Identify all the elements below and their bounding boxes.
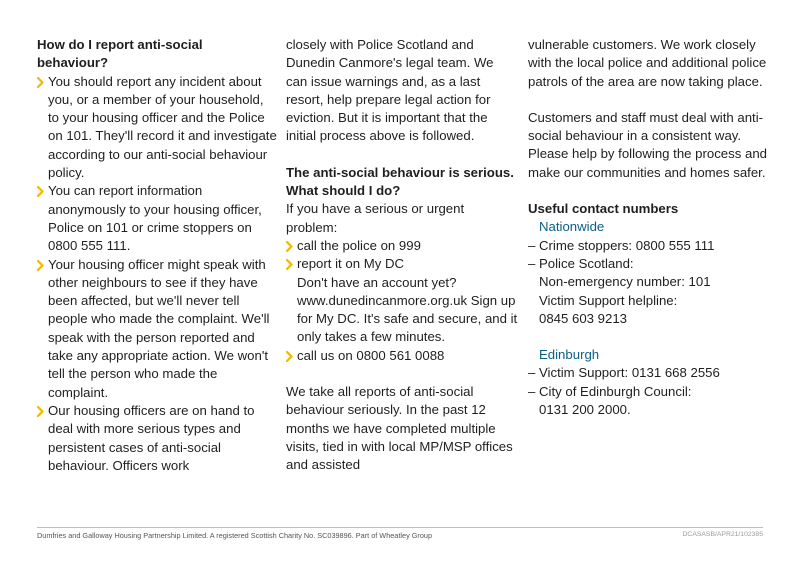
contact-line: Crime stoppers: 0800 555 111	[539, 237, 715, 253]
footer-text: Dumfries and Galloway Housing Partnership Limited. A registered Scottish Charity No. SC039896. Part of Wheatley Group	[37, 531, 433, 540]
paragraph-continued: vulnerable customers. We work closely with the local police and additional police patrols of the area are now taking place.	[528, 37, 767, 89]
contact-line: Victim Support helpline:	[539, 292, 678, 308]
dash-marker: –	[528, 237, 536, 253]
column-1	[37, 36, 277, 475]
list-item	[528, 383, 772, 420]
column-3	[528, 36, 772, 419]
contact-line: City of Edinburgh Council:	[539, 383, 692, 399]
heading-contacts: Useful contact numbers	[528, 201, 679, 217]
chevron-right-icon	[37, 77, 44, 88]
chevron-right-icon	[37, 406, 44, 417]
contact-line: Victim Support: 0131 668 2556	[539, 365, 720, 381]
intro-text: If you have a serious or urgent problem:	[286, 201, 465, 235]
chevron-right-icon	[286, 351, 293, 362]
paragraph-consistency: Customers and staff must deal with anti-social behaviour in a consistent way. Please help by following the process and make our communities and homes safer.	[528, 109, 767, 180]
contact-line: Police Scotland:	[539, 255, 634, 271]
heading-how-to-report: How do I report anti-social behaviour?	[37, 37, 203, 71]
bullet-text: You should report any incident about you, or a member of your household, to your housing officer and the Police on 101. They'll record it and investigate according to our anti-social behaviour policy.	[48, 73, 277, 181]
list-item	[37, 73, 277, 183]
dash-marker: –	[528, 383, 536, 399]
bullet-text: call the police on 999	[297, 237, 421, 253]
list-item	[37, 256, 277, 402]
contact-line: 0845 603 9213	[539, 310, 628, 326]
subheading-edinburgh: Edinburgh	[539, 347, 600, 363]
bullet-text: You can report information anonymously to your housing officer, Police on 101 or crime stoppers on 0800 555 111.	[48, 183, 262, 254]
dash-marker: –	[528, 365, 536, 381]
contact-line: Non-emergency number: 101	[539, 274, 711, 290]
chevron-right-icon	[286, 241, 293, 252]
subheading-nationwide: Nationwide	[539, 219, 605, 235]
mydc-detail: Don't have an account yet? www.dunedincanmore.org.uk Sign up for My DC. It's safe and secure, and it only takes a few minutes.	[297, 274, 518, 345]
bullet-text: Your housing officer might speak with other neighbours to see if they have been affected, but we'll never tell people who made the complaint. We'll speak with the person reported and take any appropriate action. We won't tell the person who made the complaint.	[48, 256, 270, 400]
heading-serious: The anti-social behaviour is serious. What should I do?	[286, 164, 514, 199]
list-item	[37, 182, 277, 255]
contact-line: 0131 200 2000.	[539, 402, 631, 418]
list-item	[528, 237, 772, 255]
list-item	[528, 255, 772, 328]
dash-marker: –	[528, 255, 536, 271]
list-item	[286, 347, 518, 365]
column-2	[286, 36, 518, 475]
list-item	[37, 402, 277, 475]
bullet-text: report it on My DC	[297, 256, 404, 272]
paragraph-closing: We take all reports of anti-social behaviour seriously. In the past 12 months we have completed multiple visits, tied in with local MP/MSP offices and assisted	[286, 384, 513, 473]
list-item	[528, 364, 772, 382]
list-item	[286, 255, 518, 273]
bullet-text: call us on 0800 561 0088	[297, 347, 445, 363]
paragraph-continued: closely with Police Scotland and Dunedin Canmore's legal team. We can issue warnings and, as a last resort, help prepare legal action for eviction. But it is important that the initial process above is followed.	[286, 37, 494, 144]
chevron-right-icon	[37, 186, 44, 197]
list-item	[286, 237, 518, 255]
footer-divider	[37, 527, 763, 528]
chevron-right-icon	[37, 260, 44, 271]
bullet-text: Our housing officers are on hand to deal with more serious types and persistent cases of anti-social behaviour. Officers work	[48, 402, 255, 473]
chevron-right-icon	[286, 259, 293, 270]
document-code: DCASASB/APR21/102385	[682, 531, 763, 538]
